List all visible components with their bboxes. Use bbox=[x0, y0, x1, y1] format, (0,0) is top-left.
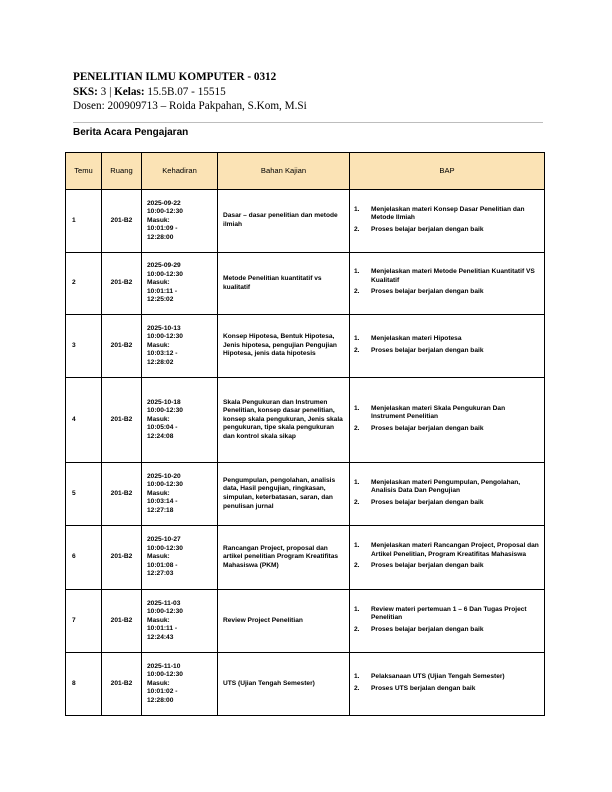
list-number: 2. bbox=[354, 225, 360, 233]
list-text: Menjelaskan materi Hipotesa bbox=[371, 334, 462, 342]
kehadiran-line: 10:00-12:30 bbox=[147, 208, 183, 216]
cell-bahan-kajian: Pengumpulan, pengolahan, analisis data, Hasil pengujian, ringkasan, simpulan, keterbatasan, saran, dan penulisan jurnal bbox=[218, 463, 350, 526]
kehadiran-line: 2025-09-22 bbox=[147, 199, 181, 207]
kehadiran-line: 10:01:11 - bbox=[147, 625, 178, 633]
kehadiran-line: Masuk: bbox=[147, 489, 170, 497]
cell-bahan-kajian: Review Project Penelitian bbox=[218, 590, 350, 653]
cell-ruang: 201-B2 bbox=[102, 463, 142, 526]
kehadiran-line: 10:00-12:30 bbox=[147, 270, 183, 278]
table-row bbox=[66, 315, 545, 378]
cell-kehadiran bbox=[142, 190, 218, 253]
list-number: 2. bbox=[354, 498, 360, 506]
cell-temu: 6 bbox=[66, 526, 102, 590]
header-ruang: Ruang bbox=[102, 153, 142, 190]
list-number: 1. bbox=[354, 478, 360, 486]
table-row bbox=[66, 190, 545, 253]
list-text: Menjelaskan materi Skala Pengukuran Dan Instrument Penelitian bbox=[371, 404, 506, 421]
list-text: Proses belajar berjalan dengan baik bbox=[371, 346, 484, 354]
list-text: Proses belajar berjalan dengan baik bbox=[371, 498, 484, 506]
kehadiran-line: 2025-11-10 bbox=[147, 662, 181, 670]
cell-bahan-kajian: Rancangan Project, proposal dan artikel penelitian Program Kreatifitas Mahasiswa (PKM) bbox=[218, 526, 350, 590]
list-item bbox=[354, 673, 540, 682]
cell-bap bbox=[350, 526, 545, 590]
list-text: Pelaksanaan UTS (Ujian Tengah Semester) bbox=[371, 672, 505, 680]
kehadiran-line: Masuk: bbox=[147, 553, 170, 561]
list-text: Menjelaskan materi Konsep Dasar Penelitian dan Metode Ilmiah bbox=[371, 205, 525, 222]
list-text: Menjelaskan materi Pengumpulan, Pengolahan, Analisis Data Dan Pengujian bbox=[371, 478, 521, 495]
cell-ruang: 201-B2 bbox=[102, 526, 142, 590]
kehadiran-line: 10:00-12:30 bbox=[147, 608, 183, 616]
table-row bbox=[66, 378, 545, 463]
cell-temu: 2 bbox=[66, 253, 102, 315]
list-item bbox=[354, 335, 540, 344]
table-header-row bbox=[66, 153, 545, 190]
list-text: Proses belajar berjalan dengan baik bbox=[371, 562, 484, 570]
cell-temu: 5 bbox=[66, 463, 102, 526]
list-item bbox=[354, 542, 540, 559]
list-item bbox=[354, 562, 540, 571]
kehadiran-line: Masuk: bbox=[147, 279, 170, 287]
cell-kehadiran bbox=[142, 378, 218, 463]
table-row bbox=[66, 526, 545, 590]
sks-value: 3 bbox=[100, 85, 107, 98]
bap-list bbox=[354, 542, 540, 571]
list-item bbox=[354, 206, 540, 223]
course-title: PENELITIAN ILMU KOMPUTER - 0312 bbox=[73, 71, 277, 83]
cell-bahan-kajian: Skala Pengukuran dan Instrumen Penelitian, konsep dasar penelitian, konsep skala pengukuran, Jenis skala pengukuran, tipe skala pengukuran dan kontrol skala sikap bbox=[218, 378, 350, 463]
cell-temu: 4 bbox=[66, 378, 102, 463]
list-text: Proses belajar berjalan dengan baik bbox=[371, 288, 484, 296]
cell-temu: 3 bbox=[66, 315, 102, 378]
bap-list bbox=[354, 268, 540, 297]
kehadiran-line: 2025-10-20 bbox=[147, 472, 181, 480]
cell-kehadiran bbox=[142, 463, 218, 526]
kehadiran-line: 12:24:08 bbox=[147, 432, 174, 440]
list-number: 1. bbox=[354, 205, 360, 213]
list-number: 2. bbox=[354, 625, 360, 633]
list-number: 1. bbox=[354, 334, 360, 342]
kehadiran-line: 10:00-12:30 bbox=[147, 671, 183, 679]
cell-kehadiran bbox=[142, 253, 218, 315]
section-title: Berita Acara Pengajaran bbox=[73, 127, 189, 138]
kehadiran-line: 2025-09-29 bbox=[147, 262, 181, 270]
list-text: Menjelaskan materi Rancangan Project, Proposal dan Artikel Penelitian, Program Kreatifitas Mahasiswa bbox=[371, 542, 539, 558]
kehadiran-line: 12:28:00 bbox=[147, 233, 174, 241]
kehadiran-line: Masuk: bbox=[147, 341, 170, 349]
kehadiran-line: 2025-10-18 bbox=[147, 398, 181, 406]
document-header bbox=[73, 70, 553, 114]
table-body bbox=[66, 190, 545, 716]
list-item bbox=[354, 268, 540, 285]
bap-list bbox=[354, 206, 540, 235]
cell-bap bbox=[350, 190, 545, 253]
list-number: 2. bbox=[354, 684, 360, 692]
list-item bbox=[354, 626, 540, 635]
kehadiran-line: 10:00-12:30 bbox=[147, 333, 183, 341]
bap-list bbox=[354, 673, 540, 693]
kehadiran-line: 2025-10-27 bbox=[147, 536, 181, 544]
cell-kehadiran bbox=[142, 653, 218, 716]
kehadiran-line: 12:27:18 bbox=[147, 506, 174, 514]
cell-bahan-kajian: Dasar – dasar penelitian dan metode ilmiah bbox=[218, 190, 350, 253]
cell-bap bbox=[350, 378, 545, 463]
cell-bap bbox=[350, 590, 545, 653]
kehadiran-line: 10:01:09 - bbox=[147, 225, 178, 233]
cell-bap bbox=[350, 653, 545, 716]
list-number: 2. bbox=[354, 424, 360, 432]
kehadiran-line: Masuk: bbox=[147, 415, 170, 423]
list-item bbox=[354, 425, 540, 434]
cell-ruang: 201-B2 bbox=[102, 190, 142, 253]
list-item bbox=[354, 405, 540, 422]
bap-list bbox=[354, 606, 540, 635]
kehadiran-line: 2025-11-03 bbox=[147, 599, 181, 607]
kehadiran-line: 12:25:02 bbox=[147, 296, 174, 304]
list-text: Review materi pertemuan 1 – 6 Dan Tugas Project Penelitian bbox=[371, 605, 527, 622]
list-text: Proses belajar berjalan dengan baik bbox=[371, 424, 484, 432]
kehadiran-line: 10:03:12 - bbox=[147, 350, 178, 358]
list-item bbox=[354, 288, 540, 297]
cell-bahan-kajian: UTS (Ujian Tengah Semester) bbox=[218, 653, 350, 716]
list-text: Proses belajar berjalan dengan baik bbox=[371, 625, 484, 633]
list-text: Proses belajar berjalan dengan baik bbox=[371, 225, 484, 233]
list-number: 1. bbox=[354, 605, 360, 613]
bap-list bbox=[354, 405, 540, 434]
list-item bbox=[354, 499, 540, 508]
list-number: 1. bbox=[354, 672, 360, 680]
list-item bbox=[354, 685, 540, 694]
kehadiran-line: Masuk: bbox=[147, 616, 170, 624]
cell-temu: 1 bbox=[66, 190, 102, 253]
cell-ruang: 201-B2 bbox=[102, 653, 142, 716]
list-item bbox=[354, 606, 540, 623]
bap-table bbox=[65, 152, 545, 716]
kehadiran-line: 12:24:43 bbox=[147, 633, 174, 641]
list-number: 1. bbox=[354, 542, 360, 550]
kehadiran-line: 2025-10-13 bbox=[147, 324, 181, 332]
kelas-label: Kelas: bbox=[114, 85, 145, 98]
list-number: 2. bbox=[354, 346, 360, 354]
cell-bap bbox=[350, 315, 545, 378]
cell-kehadiran bbox=[142, 526, 218, 590]
sks-label: SKS: bbox=[73, 85, 98, 98]
list-number: 1. bbox=[354, 268, 360, 276]
list-item bbox=[354, 226, 540, 235]
cell-temu: 7 bbox=[66, 590, 102, 653]
cell-ruang: 201-B2 bbox=[102, 253, 142, 315]
list-number: 2. bbox=[354, 288, 360, 296]
cell-kehadiran bbox=[142, 590, 218, 653]
list-item bbox=[354, 347, 540, 356]
header-kehadiran: Kehadiran bbox=[142, 153, 218, 190]
kehadiran-line: 10:03:14 - bbox=[147, 498, 178, 506]
list-number: 2. bbox=[354, 562, 360, 570]
header-temu: Temu bbox=[66, 153, 102, 190]
list-number: 1. bbox=[354, 404, 360, 412]
kehadiran-line: 10:01:02 - bbox=[147, 688, 178, 696]
cell-bap bbox=[350, 253, 545, 315]
table-row bbox=[66, 653, 545, 716]
kehadiran-line: 10:01:11 - bbox=[147, 287, 178, 295]
cell-kehadiran bbox=[142, 315, 218, 378]
kehadiran-line: 12:27:03 bbox=[147, 570, 174, 578]
kehadiran-line: 10:00-12:30 bbox=[147, 544, 183, 552]
cell-temu: 8 bbox=[66, 653, 102, 716]
header-bap: BAP bbox=[350, 153, 545, 190]
list-item bbox=[354, 479, 540, 496]
kehadiran-line: Masuk: bbox=[147, 216, 170, 224]
kehadiran-line: 10:01:08 - bbox=[147, 561, 178, 569]
kehadiran-line: 12:28:02 bbox=[147, 358, 174, 366]
header-bahan-kajian: Bahan Kajian bbox=[218, 153, 350, 190]
kelas-value: 15.5B.07 - 15515 bbox=[147, 85, 226, 98]
dosen-line: Dosen: 200909713 – Roida Pakpahan, S.Kom, M.Si bbox=[73, 100, 307, 112]
table-row bbox=[66, 253, 545, 315]
sks-kelas-line: SKS: 3 | Kelas: 15.5B.07 - 15515 bbox=[73, 85, 226, 98]
kehadiran-line: 10:00-12:30 bbox=[147, 481, 183, 489]
kehadiran-line: 10:05:04 - bbox=[147, 424, 178, 432]
list-text: Menjelaskan materi Metode Penelitian Kuantitatif VS Kualitatif bbox=[371, 268, 535, 284]
cell-ruang: 201-B2 bbox=[102, 378, 142, 463]
bap-list bbox=[354, 479, 540, 508]
list-text: Proses UTS berjalan dengan baik bbox=[371, 684, 476, 692]
cell-bap bbox=[350, 463, 545, 526]
cell-bahan-kajian: Konsep Hipotesa, Bentuk Hipotesa, Jenis hipotesa, pengujian Pengujian Hipotesa, jenis data hipotesis bbox=[218, 315, 350, 378]
table-row bbox=[66, 590, 545, 653]
header-divider bbox=[73, 122, 543, 123]
table-row bbox=[66, 463, 545, 526]
kehadiran-line: Masuk: bbox=[147, 679, 170, 687]
bap-list bbox=[354, 335, 540, 355]
cell-ruang: 201-B2 bbox=[102, 590, 142, 653]
cell-bahan-kajian: Metode Penelitian kuantitatif vs kualitatif bbox=[218, 253, 350, 315]
kehadiran-line: 10:00-12:30 bbox=[147, 407, 183, 415]
cell-ruang: 201-B2 bbox=[102, 315, 142, 378]
kehadiran-line: 12:28:00 bbox=[147, 696, 174, 704]
